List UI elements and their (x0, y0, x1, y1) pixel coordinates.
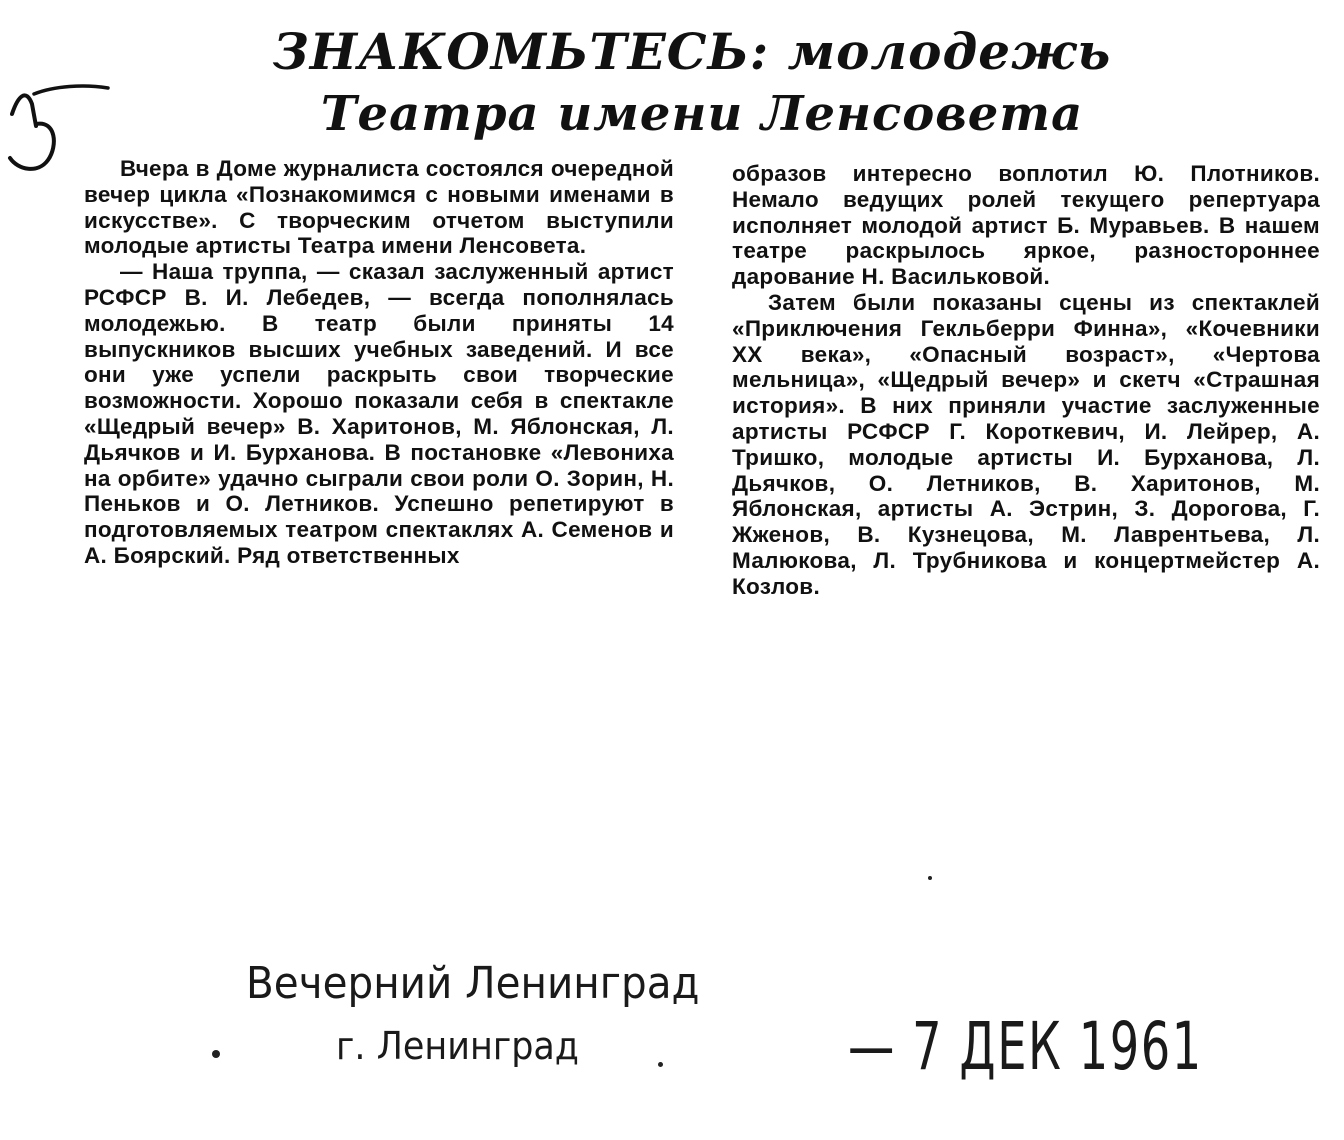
stamp-city: г. Ленинград (336, 1024, 579, 1068)
ink-speck (212, 1050, 220, 1058)
ink-speck (928, 876, 932, 880)
stamp-date: — 7 ДЕК 1961 (848, 1008, 1203, 1085)
article-right-column (732, 161, 1320, 600)
stamp-newspaper-name: Вечерний Ленинград (246, 958, 700, 1009)
ink-speck (658, 1062, 663, 1067)
article-left-column (84, 156, 674, 569)
article-paragraph: Вчера в Доме журналиста состоялся очередной вечер цикла «Познакомимся с новыми именами в искусстве». С творческим отчетом выступили молодые артисты Театра имени Ленсовета. (84, 156, 674, 259)
headline-line-1: ЗНАКОМЬТЕСЬ: молодежь (272, 22, 1112, 81)
article-paragraph: — Наша труппа, — сказал заслуженный артист РСФСР В. И. Лебедев, — всегда пополнялась молодежью. В театр были приняты 14 выпускников высших учебных заведений. И все они уже успели раскрыть свои творческие возможности. Хорошо показали себя в спектакле «Щедрый вечер» В. Харитонов, М. Яблонская, Л. Дьячков и И. Бурханова. В постановке «Левониха на орбите» удачно сыграли свои роли О. Зорин, Н. Пеньков и О. Летников. Успешно репетируют в подготовляемых театром спектаклях А. Семенов и А. Боярский. Ряд ответственных (84, 259, 674, 568)
headline-line-2: Театра имени Ленсовета (320, 86, 1084, 142)
article-paragraph: Затем были показаны сцены из спектаклей «Приключения Гекльберри Финна», «Кочевники XX века», «Опасный возраст», «Чертова мельница», «Щедрый вечер» и скетч «Страшная история». В них приняли участие заслуженные артисты РСФСР Г. Короткевич, И. Лейрер, А. Тришко, молодые артисты И. Бурханова, Л. Дьячков, О. Летников, В. Харитонов, М. Яблонская, артисты А. Эстрин, З. Дорогова, Г. Жженов, В. Кузнецова, М. Лаврентьева, Л. Малюкова, Л. Трубникова и концертмейстер А. Козлов. (732, 289, 1320, 599)
handwritten-number-text: 5 (4, 74, 5, 75)
article-paragraph: образов интересно воплотил Ю. Плотников. Немало ведущих ролей текущего репертуара исполняет молодой артист Б. Муравьев. В нашем театре раскрылось яркое, разностороннее дарование Н. Васильковой. (732, 161, 1320, 290)
